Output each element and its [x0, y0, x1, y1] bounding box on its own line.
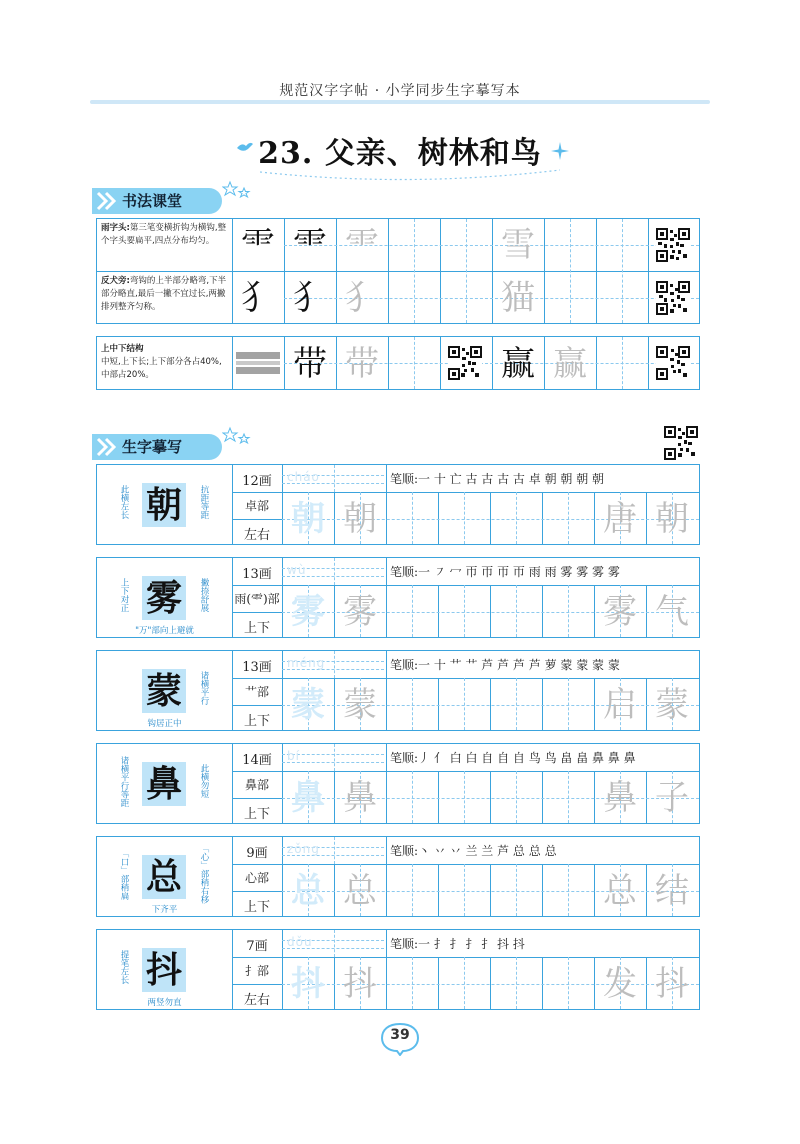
structure-char-faint: 赢: [553, 344, 587, 384]
word-character: 唐: [603, 499, 637, 539]
section-label: 生字摹写: [122, 438, 183, 456]
stars-icon: [222, 424, 252, 446]
main-character: 总: [142, 855, 186, 899]
qr-code-icon[interactable]: [656, 228, 690, 262]
faint-character: 朝: [343, 499, 377, 539]
word-character: 抖: [655, 964, 689, 1004]
stroke-count: 9画: [246, 846, 268, 861]
word-character: 总: [603, 871, 637, 911]
practice-entry: [96, 557, 700, 638]
radical: 扌部: [244, 964, 269, 978]
radical-desc-dog: 反犬旁:弯钩的上半部分略弯,下半部分略直,最后一撇不宜过长,两撇排列整齐匀称。: [101, 276, 227, 312]
stroke-count: 13画: [242, 660, 272, 675]
qr-code-icon[interactable]: [656, 281, 690, 315]
radical: 心部: [244, 871, 269, 885]
section-label: 书法课堂: [122, 192, 183, 210]
trace-character: 鼻: [291, 778, 325, 818]
stroke-order: 笔顺:一 十 艹 艹 芦 芦 芦 芦 萝 蒙 蒙 蒙 蒙: [390, 658, 620, 672]
writing-hint-bottom: 钩居正中: [147, 719, 182, 729]
word-character: 雾: [603, 592, 637, 632]
practice-entry: [96, 650, 700, 731]
chevron-right-icon: [96, 191, 118, 211]
word-character: 朝: [655, 499, 689, 539]
trace-character: 雾: [291, 592, 325, 632]
writing-hint-bottom: 下齐平: [151, 905, 178, 915]
stroke-order: 笔顺:一 ㇇ 冖 帀 帀 帀 帀 雨 雨 雾 雾 雾 雾: [390, 565, 620, 579]
structure-type: 左右: [243, 528, 270, 543]
writing-hint-right: 此横勿短: [199, 764, 209, 798]
word-character: 启: [603, 685, 637, 725]
radical-trace: 犭: [293, 278, 327, 318]
writing-hint-right: 抗距等距: [199, 485, 209, 519]
writing-hint-bottom: 两竖勿直: [147, 998, 182, 1008]
pinyin: zǒng: [287, 842, 320, 856]
trace-character: 朝: [291, 499, 325, 539]
structure-char: 赢: [501, 344, 535, 384]
writing-hint-left: 上下对正: [119, 578, 129, 612]
decorative-dotted-line: [260, 168, 560, 184]
stroke-count: 12画: [242, 474, 272, 489]
trace-character: 抖: [291, 964, 325, 1004]
writing-hint-right: 诸横平行: [199, 671, 209, 705]
structure-char: 带: [293, 344, 327, 384]
radical-trace: ⻗: [293, 225, 327, 265]
writing-hint-right: 撇捺舒展: [199, 578, 209, 612]
pinyin: méng: [287, 656, 326, 670]
trace-character: 蒙: [291, 685, 325, 725]
radical: 卓部: [244, 499, 269, 513]
main-character: 蒙: [142, 669, 186, 713]
calligraphy-table: [96, 218, 700, 324]
word-character: 蒙: [655, 685, 689, 725]
radical-sample: 犭: [241, 278, 275, 318]
practice-entry: [96, 743, 700, 824]
structure-type: 左右: [243, 993, 270, 1008]
pinyin: bí: [287, 749, 300, 763]
writing-hint-left: 诸横平行等距: [119, 755, 129, 807]
stroke-order: 笔顺:丶 丷 丷 兰 兰 芦 总 总 总: [390, 844, 557, 858]
structure-type: 上下: [243, 807, 270, 822]
pinyin: wù: [287, 563, 307, 577]
writing-hint-left: 提笔左长: [119, 950, 129, 984]
pinyin: dǒu: [287, 935, 313, 949]
running-title: 规范汉字字帖 · 小学同步生字摹写本: [279, 83, 521, 99]
stroke-count: 7画: [246, 939, 268, 954]
radical: 鼻部: [244, 778, 269, 792]
word-character: 子: [655, 778, 689, 818]
structure-desc: 上中下结构 中短,上下长;上下部分各占40%,中部占20%。: [101, 344, 222, 380]
faint-character: 蒙: [343, 685, 377, 725]
section-tag-practice: [92, 434, 222, 460]
stroke-count: 14画: [242, 753, 272, 768]
trace-character: 总: [291, 871, 325, 911]
qr-code-icon[interactable]: [448, 346, 482, 380]
qr-code-icon[interactable]: [656, 346, 690, 380]
stars-icon: [222, 178, 252, 200]
page-number: 39: [390, 1027, 410, 1043]
word-character: 发: [603, 964, 637, 1004]
structure-table: [96, 336, 700, 390]
faint-character: 鼻: [343, 778, 377, 818]
word-character: 鼻: [603, 778, 637, 818]
stroke-order: 笔顺:丿 亻 白 白 自 自 自 鸟 鸟 畠 畠 鼻 鼻 鼻: [390, 751, 636, 765]
radical: 雨(⻗)部: [234, 592, 280, 606]
writing-hint-left: [117, 657, 129, 719]
writing-hint-left: 「口」部稍扁: [119, 848, 129, 900]
radical-faint: 犭: [345, 278, 379, 318]
writing-hint-right: [197, 936, 209, 998]
radical: 艹部: [244, 685, 269, 699]
pinyin: cháo: [287, 470, 320, 484]
word-character: 气: [655, 592, 689, 632]
radical-sample: ⻗: [241, 225, 275, 265]
section-tag-calligraphy: [92, 188, 222, 214]
lesson-title: 23. 父亲、树林和鸟: [258, 136, 542, 171]
main-character: 鼻: [142, 762, 186, 806]
example-char: 雪: [501, 225, 535, 265]
radical-faint: ⻗: [345, 225, 379, 265]
faint-character: 雾: [343, 592, 377, 632]
main-character: 雾: [142, 576, 186, 620]
main-character: 朝: [142, 483, 186, 527]
example-char: 猫: [501, 278, 535, 318]
radical-desc-rain: 雨字头:第三笔变横折钩为横钩,整个字头要扁平,四点分布均匀。: [101, 223, 227, 246]
faint-character: 抖: [343, 964, 377, 1004]
word-character: 结: [655, 871, 689, 911]
structure-type: 上下: [243, 621, 270, 636]
sparkle-icon: [551, 142, 569, 160]
writing-hint-right: 「心」部稍右移: [199, 844, 209, 904]
structure-type: 上下: [243, 714, 270, 729]
writing-hint-left: 此横左长: [119, 485, 129, 519]
practice-entry: [96, 836, 700, 917]
stroke-count: 13画: [242, 567, 272, 582]
practice-entry: [96, 929, 700, 1010]
structure-type: 上下: [243, 900, 270, 915]
faint-character: 总: [343, 871, 377, 911]
practice-entry: [96, 464, 700, 545]
writing-hint-bottom: "万"部向上避就: [135, 626, 194, 636]
stroke-order: 笔顺:一 十 亡 古 古 古 古 卓 朝 朝 朝 朝: [390, 472, 605, 486]
structure-diagram: [235, 351, 281, 377]
main-character: 抖: [142, 948, 186, 992]
chevron-right-icon: [96, 437, 118, 457]
structure-char-faint: 带: [345, 344, 379, 384]
stroke-order: 笔顺:一 扌 扌 扌 扌 抖 抖: [390, 937, 525, 951]
qr-code-icon[interactable]: [664, 426, 698, 460]
header-rule: [90, 100, 710, 104]
